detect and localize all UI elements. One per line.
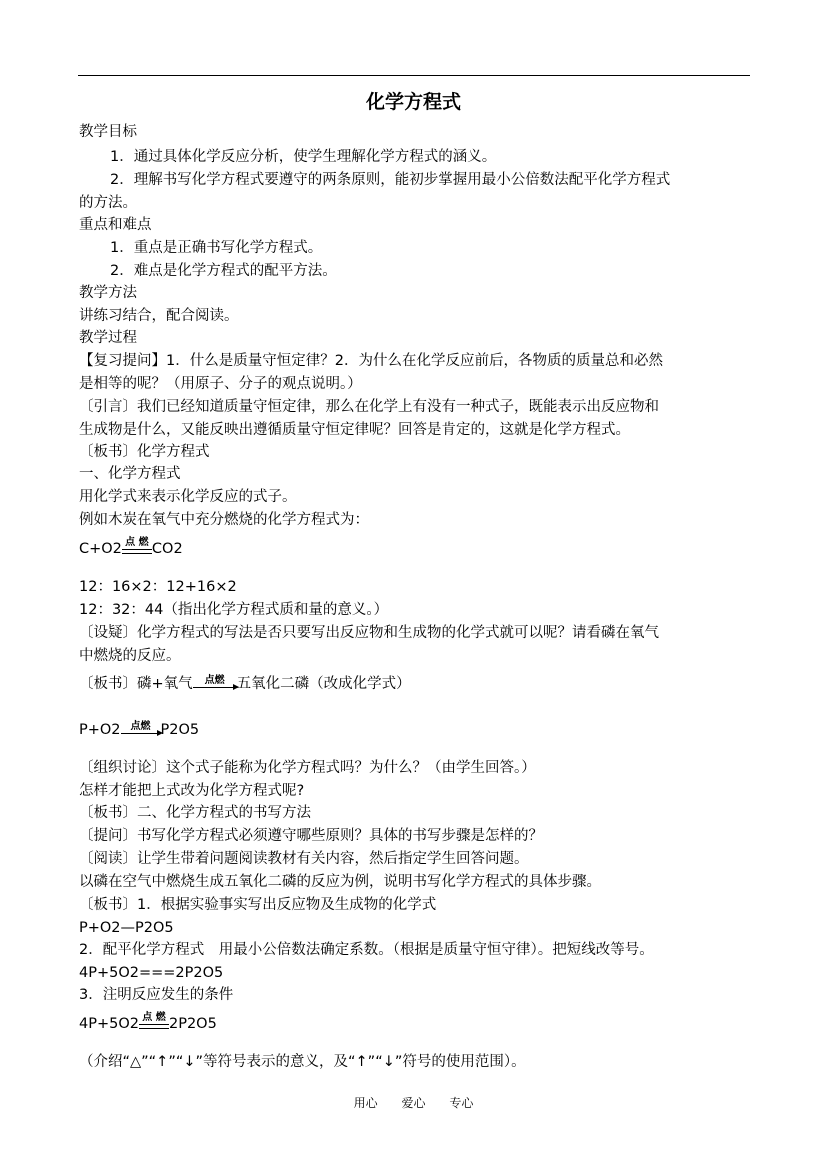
arrow-icon: [193, 687, 237, 688]
equation-products: 五氧化二磷（改成化学式）: [236, 676, 411, 692]
equation-products: CO2: [151, 541, 183, 557]
condition-label: 点 燃: [142, 1012, 166, 1023]
arrow-icon: [121, 733, 161, 734]
text-line: 中燃烧的反应。: [79, 648, 181, 664]
heading-teaching-process: 教学过程: [79, 330, 137, 346]
text-line: 12：32：44（指出化学方程式质和量的意义。）: [79, 602, 389, 618]
equation-products: 2P2O5: [168, 1016, 217, 1032]
text-line: 〔提问〕书写化学方程式必须遵守哪些原则？具体的书写步骤是怎样的？: [79, 828, 543, 844]
equation-reactants: 〔板书〕磷+氧气: [79, 676, 193, 692]
text-line: 〔设疑〕化学方程式的写法是否只要写出反应物和生成物的化学式就可以呢？请看磷在氧气: [79, 625, 659, 641]
equation-products: P2O5: [160, 722, 200, 738]
text-line: 〔阅读〕让学生带着问题阅读教材有关内容，然后指定学生回答问题。: [79, 851, 529, 867]
text-line: 2．难点是化学方程式的配平方法。: [110, 263, 337, 279]
page-title: 化学方程式: [365, 91, 461, 113]
text-line: 以磷在空气中燃烧生成五氧化二磷的反应为例，说明书写化学方程式的具体步骤。: [79, 874, 601, 890]
footer-word: 专心: [449, 1096, 474, 1110]
text-line: 【复习提问】1．什么是质量守恒定律？2．为什么在化学反应前后，各物质的质量总和必然: [79, 353, 663, 369]
text-line: 例如木炭在氧气中充分燃烧的化学方程式为：: [79, 512, 369, 528]
equation-reactants: 4P+5O2: [79, 1016, 139, 1032]
equation-condition: [193, 676, 237, 695]
footer-word: 用心: [353, 1096, 378, 1110]
condition-label: 点燃: [204, 675, 225, 686]
double-bar: [139, 1024, 169, 1029]
equation-condition: [122, 538, 152, 560]
equation-phosphorus-words: [79, 673, 411, 695]
text-line: 1．通过具体化学反应分析，使学生理解化学方程式的涵义。: [110, 149, 497, 165]
heading-teaching-goals: 教学目标: [79, 124, 137, 140]
equation-reactants: P+O2: [79, 722, 121, 738]
text-line: 2．配平化学方程式 用最小公倍数法确定系数。（根据是质量守恒守律）。把短线改等号。: [79, 942, 654, 958]
equation-phosphorus-formula: [79, 719, 199, 741]
text-line: 3．注明反应发生的条件: [79, 987, 234, 1003]
text-line: 〔板书〕二、化学方程式的书写方法: [79, 805, 311, 821]
condition-label: 点燃: [130, 721, 151, 732]
equation-reactants: C+O2: [79, 541, 122, 557]
text-line: 〔引言〕我们已经知道质量守恒定律，那么在化学上有没有一种式子，既能表示出反应物和: [79, 399, 659, 415]
header-rule: [78, 75, 750, 76]
footer-word: 爱心: [401, 1096, 426, 1110]
text-line: 讲练习结合，配合阅读。: [79, 308, 239, 324]
equation-with-condition: [79, 1013, 217, 1035]
text-line: 一、化学方程式: [79, 466, 181, 482]
text-line: 12：16×2：12+16×2: [79, 579, 237, 595]
text-line: 是相等的呢？（用原子、分子的观点说明。）: [79, 376, 362, 392]
page-footer: [0, 1093, 827, 1113]
text-line: 用化学式来表示化学反应的式子。: [79, 489, 297, 505]
text-line: 的方法。: [79, 195, 137, 211]
text-line: 生成物是什么，又能反映出遵循质量守恒定律呢？回答是肯定的，这就是化学方程式。: [79, 422, 630, 438]
condition-label: 点 燃: [125, 537, 149, 548]
text-line: 〔板书〕化学方程式: [79, 444, 210, 460]
text-line: 〔组织讨论〕这个式子能称为化学方程式吗？为什么？（由学生回答。）: [79, 760, 536, 776]
equation-unbalanced: P+O2—P2O5: [79, 920, 174, 936]
text-line: 怎样才能把上式改为化学方程式呢?: [79, 783, 305, 799]
equation-condition: [139, 1013, 169, 1035]
heading-key-points: 重点和难点: [79, 217, 152, 233]
double-bar: [122, 549, 152, 554]
equation-balanced: 4P+5O2===2P2O5: [79, 965, 224, 981]
text-line: （介绍“△”“↑”“↓”等符号表示的意义，及“↑”“↓”符号的使用范围）。: [79, 1054, 526, 1070]
text-line: 1．重点是正确书写化学方程式。: [110, 240, 323, 256]
text-line: 2．理解书写化学方程式要遵守的两条原则，能初步掌握用最小公倍数法配平化学方程式: [110, 172, 671, 188]
equation-condition: [121, 722, 161, 741]
equation-carbon-combustion: [79, 538, 183, 560]
text-line: 〔板书〕1．根据实验事实写出反应物及生成物的化学式: [79, 897, 437, 913]
heading-teaching-method: 教学方法: [79, 285, 137, 301]
